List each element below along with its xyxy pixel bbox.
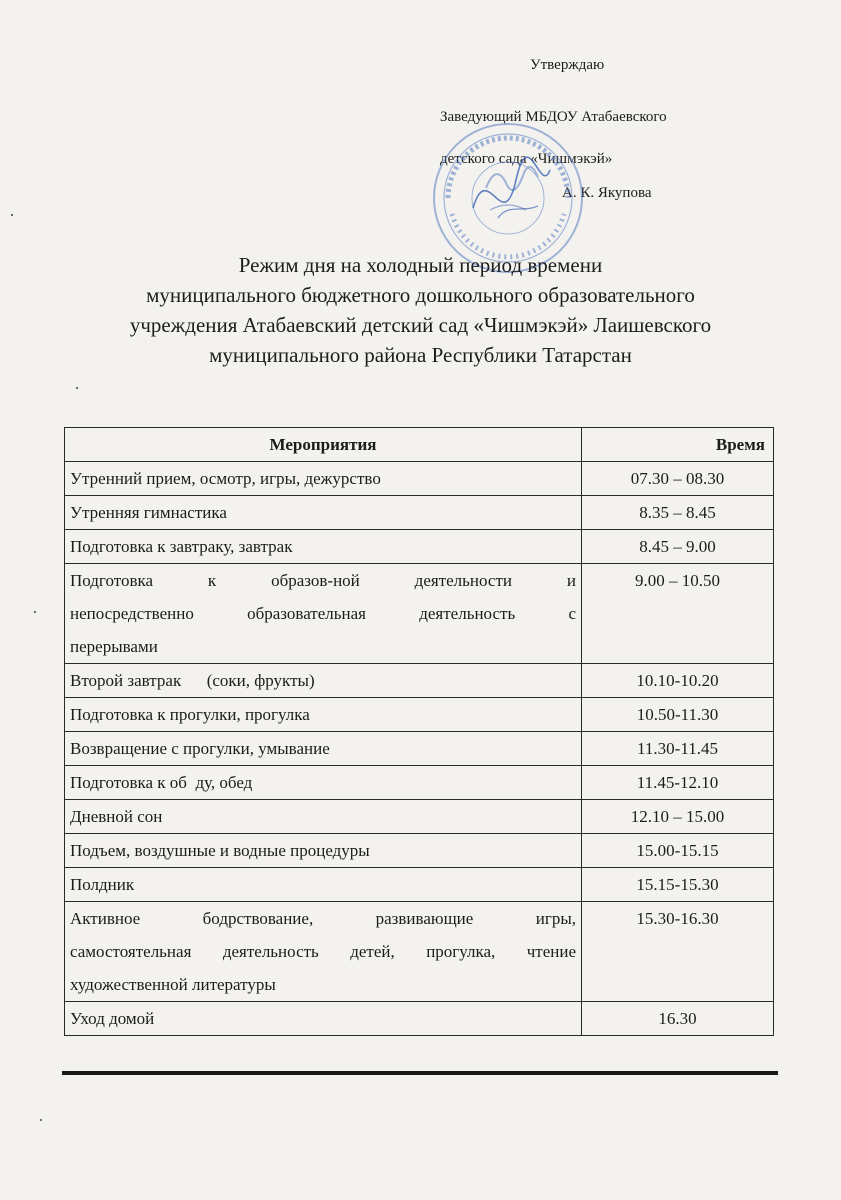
activity-cell	[65, 800, 582, 834]
activity-text: художественной литературы	[70, 975, 276, 994]
table-bottom-border	[62, 1071, 778, 1075]
table-row	[65, 834, 774, 868]
scan-speck	[11, 214, 13, 216]
activity-text: Утренняя гимнастика	[70, 503, 227, 522]
title-line-4: муниципального района Республики Татарстан	[209, 343, 632, 367]
activity-text: Полдник	[70, 875, 135, 894]
time-cell: 15.30-16.30	[582, 902, 774, 1002]
time-cell: 07.30 – 08.30	[582, 462, 774, 496]
activity-text: Подготовка к образов-ной деятельности и	[70, 571, 576, 590]
activity-cell	[65, 902, 582, 1002]
activity-text: перерывами	[70, 637, 158, 656]
activity-cell	[65, 732, 582, 766]
time-cell: 11.30-11.45	[582, 732, 774, 766]
table-row	[65, 902, 774, 1002]
title-line-3: учреждения Атабаевский детский сад «Чишмэкэй» Лаишевского	[129, 313, 712, 337]
activity-text: Подготовка к завтраку, завтрак	[70, 537, 293, 556]
table-row	[65, 800, 774, 834]
header-activity: Мероприятия	[65, 428, 582, 462]
title-line-2: муниципального бюджетного дошкольного образовательного	[146, 283, 695, 307]
activity-text: Подготовка к об ду, обед	[70, 773, 253, 792]
activity-cell	[65, 530, 582, 564]
schedule-table	[64, 427, 774, 1036]
time-cell: 10.10-10.20	[582, 664, 774, 698]
activity-cell	[65, 834, 582, 868]
scan-speck	[34, 611, 36, 613]
document-title	[60, 250, 781, 370]
time-cell: 12.10 – 15.00	[582, 800, 774, 834]
time-cell: 16.30	[582, 1002, 774, 1036]
table-row	[65, 698, 774, 732]
activity-text: Подготовка к прогулки, прогулка	[70, 705, 310, 724]
activity-text: Подъем, воздушные и водные процедуры	[70, 841, 370, 860]
time-cell: 11.45-12.10	[582, 766, 774, 800]
activity-cell	[65, 698, 582, 732]
approver-name: А. К. Якупова	[562, 185, 652, 201]
table-row	[65, 496, 774, 530]
activity-cell	[65, 564, 582, 664]
activity-text: Активное бодрствование, развивающие игры,	[70, 909, 576, 928]
activity-text: Утренний прием, осмотр, игры, дежурство	[70, 469, 381, 488]
table-row	[65, 564, 774, 664]
activity-cell	[65, 462, 582, 496]
activity-text: Возвращение с прогулки, умывание	[70, 739, 330, 758]
table-row	[65, 732, 774, 766]
activity-cell	[65, 868, 582, 902]
table-header-row	[65, 428, 774, 462]
time-cell: 10.50-11.30	[582, 698, 774, 732]
activity-text: самостоятельная деятельность детей, прогулка, чтение	[70, 942, 576, 961]
table-row	[65, 868, 774, 902]
activity-cell	[65, 664, 582, 698]
table-row	[65, 664, 774, 698]
table-row	[65, 766, 774, 800]
scan-speck	[40, 1119, 42, 1121]
time-cell: 9.00 – 10.50	[582, 564, 774, 664]
activity-text: непосредственно образовательная деятельность с	[70, 604, 576, 623]
activity-text: Дневной сон	[70, 807, 163, 826]
approver-position-line2: детского сада «Чишмэкэй»	[440, 151, 613, 167]
table-row	[65, 1002, 774, 1036]
time-cell: 15.00-15.15	[582, 834, 774, 868]
time-cell: 8.35 – 8.45	[582, 496, 774, 530]
table-row	[65, 462, 774, 496]
header-time: Время	[582, 428, 774, 462]
time-cell: 8.45 – 9.00	[582, 530, 774, 564]
activity-cell	[65, 766, 582, 800]
table-row	[65, 530, 774, 564]
activity-text: Второй завтрак (соки, фрукты)	[70, 671, 315, 690]
activity-cell	[65, 496, 582, 530]
activity-text: Уход домой	[70, 1009, 155, 1028]
approver-position-line1: Заведующий МБДОУ Атабаевского	[440, 109, 667, 125]
time-cell: 15.15-15.30	[582, 868, 774, 902]
title-line-1: Режим дня на холодный период времени	[238, 253, 603, 277]
approval-heading: Утверждаю	[530, 57, 605, 73]
scan-speck	[76, 387, 78, 389]
activity-cell	[65, 1002, 582, 1036]
